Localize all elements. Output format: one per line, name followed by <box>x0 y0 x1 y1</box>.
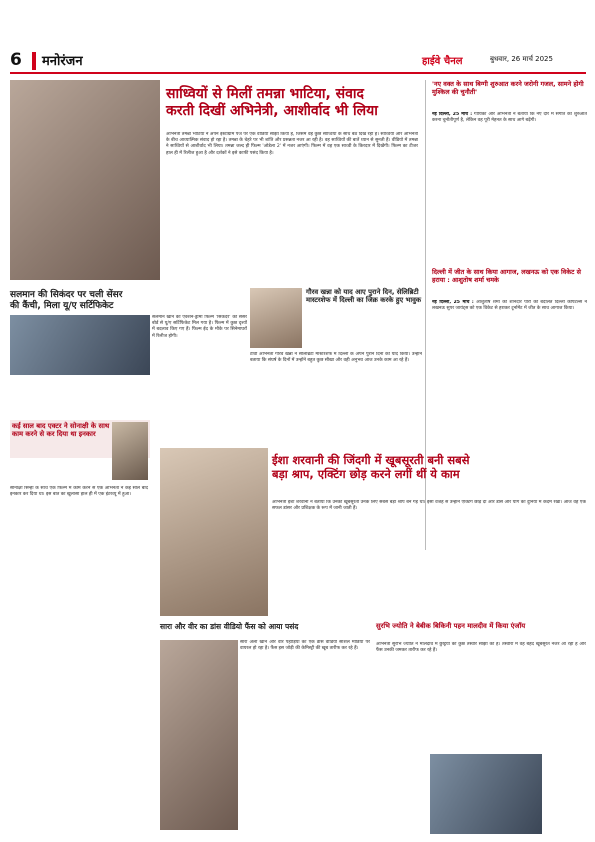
story3-body: टीवी अभिनेता गौरव खन्ना ने सेलिब्रिटी मास्टरशेफ में दिल्ली के अपने पुराने दिनों को याद किया। उन्होंने बताया कि संघर्ष के दिनों में उन्होंने बहुत कुछ सीखा और वही अनुभव आज उनके काम आ रहे हैं। <box>250 352 422 364</box>
story7-headline: सुरभि ज्योति ने बेबीक बिकिनी पहन मालदीव में किया एंजॉय <box>376 622 526 630</box>
page-number: 6 <box>10 50 22 70</box>
story2-headline: सलमान की सिकंदर पर चली सेंसर की कैंची, मिला यू/ए सर्टिफिकेट <box>10 290 123 311</box>
sidebar1-text: गायिका और अभिनेत्री ने बताया कि नए दौर में संगीत की शुरुआत करना चुनौतीपूर्ण है, लेकिन वह पूरी मेहनत के साथ आगे बढ़ेंगी। <box>432 112 587 124</box>
dateline: बुधवार, 26 मार्च 2025 <box>490 55 553 63</box>
story1-photo <box>10 80 160 280</box>
story3-photo <box>250 288 302 348</box>
story2-photo <box>10 315 150 375</box>
story1-body: अभिनेत्री तमन्ना भाटिया ने अपने इंस्टाग्राम पेज पर एक वीडियो साझा किया है, जिसमें वह कुछ साध्वियों के साथ बैठे दिख रही हैं। साध्वियों और अभिनेत्री के बीच आध्यात्मिक संवाद हो रहा है। तमन्ना के चेहरे पर भी शांति और प्रसन्नता नजर आ रही है। वह साध्वियों की बातें ध्यान से सुनती हैं। वीडियो में तमन्ना ने साध्वियों से आशीर्वाद भी लिया। तमन्ना जल्द ही फिल्म 'ओडेला 2' में नजर आएंगी। फिल्म में वह एक साध्वी के किरदार में दिखेंगी। फिल्म का टीजर हाल ही में रिलीज हुआ है और दर्शकों ने इसे काफी पसंद किया है। <box>166 132 418 156</box>
page-number-bar <box>32 52 36 70</box>
story4-headline: ईशा शरवानी की जिंदगी में खूबसूरती बनी सबसे बड़ा श्राप, एक्टिंग छोड़ करने लगीं थीं ये काम <box>272 453 470 481</box>
sidebar2-body <box>432 300 587 470</box>
story3-headline: गौरव खन्ना को याद आए पुराने दिन, सेलिब्रिटी मास्टरशेफ में दिल्ली का जिक्र करके हुए भावुक <box>306 288 422 305</box>
sidebar2-headline: दिल्ली में जीत के साथ किया आगाज, लखनऊ को एक विकेट से हराया : आशुतोष शर्मा चमके <box>432 268 581 284</box>
story5-photo <box>112 422 148 480</box>
story5-body: सोनाक्षी सिन्हा के साथ एक फिल्म में काम करने से एक अभिनेता ने कई साल बाद इनकार कर दिया था। इस बात का खुलासा हाल ही में एक इंटरव्यू में हुआ। <box>10 486 148 498</box>
story7-body: अभिनेत्री सुरभि ज्योति ने मालदीव में छुट्टियों की कुछ तस्वीरें साझा की हैं। तस्वीरों में वह बेहद खूबसूरत नजर आ रही हैं और फैंस उनकी जमकर तारीफ कर रहे हैं। <box>376 642 586 654</box>
story7-photo <box>430 754 542 834</box>
story5-headline: कई साल बाद एक्टर ने सोनाक्षी के साथ काम करने से कर दिया था इनकार <box>12 422 110 439</box>
sidebar2-text: आशुतोष शर्मा की शानदार पारी की बदौलत दिल्ली कैपिटल्स ने लखनऊ सुपर जायंट्स को एक विकेट से हराकर टूर्नामेंट में जीत के साथ आगाज किया। <box>432 300 587 312</box>
story6-photo <box>160 640 238 830</box>
sidebar2-lead: नई दिल्ली, 25 मार्च : <box>432 300 474 305</box>
story4-photo <box>160 448 268 616</box>
story4-body: अभिनेत्री ईशा शरवानी ने बताया कि उनकी खूबसूरती उनके लिए सबसे बड़ा श्राप बन गई थी। इसी वजह से उन्होंने एक्टिंग छोड़ दी और डांस और योग की दुनिया में कदम रखा। आज वह एक सफल डांसर और प्रशिक्षक के रूप में जानी जाती हैं। <box>272 500 586 512</box>
story1-headline: साध्वियों से मिलीं तमन्ना भाटिया, संवाद करती दिखीं अभिनेत्री, आशीर्वाद भी लिया <box>166 86 378 119</box>
sidebar1-headline: 'नए वक्त के साथ बिग्गी शुरुआत करने जरोगी गजल, सामने होगी मुश्किल की चुनौती' <box>432 80 584 96</box>
story2-body: सलमान खान की एक्शन-ड्रामा फिल्म 'सिकंदर' को सेंसर बोर्ड से यू/ए सर्टिफिकेट मिल गया है। फिल्म में कुछ दृश्यों में बदलाव किए गए हैं। फिल्म ईद के मौके पर सिनेमाघरों में रिलीज होगी। <box>152 315 247 339</box>
story6-body: सारा अली खान और वीर पहाड़िया का एक डांस वीडियो सोशल मीडिया पर वायरल हो रहा है। फैंस इस जोड़ी की केमिस्ट्री की खूब तारीफ कर रहे हैं। <box>240 640 370 652</box>
story6-headline: सारा और वीर का डांस वीडियो फैंस को आया पसंद <box>160 622 299 631</box>
section-title: मनोरंजन <box>42 54 83 69</box>
masthead-logo: हाईवे चैनल <box>422 56 463 67</box>
sidebar1-body <box>432 112 587 264</box>
sidebar1-lead: नई दिल्ली, 25 मार्च : <box>432 112 473 117</box>
page-header <box>10 48 586 74</box>
